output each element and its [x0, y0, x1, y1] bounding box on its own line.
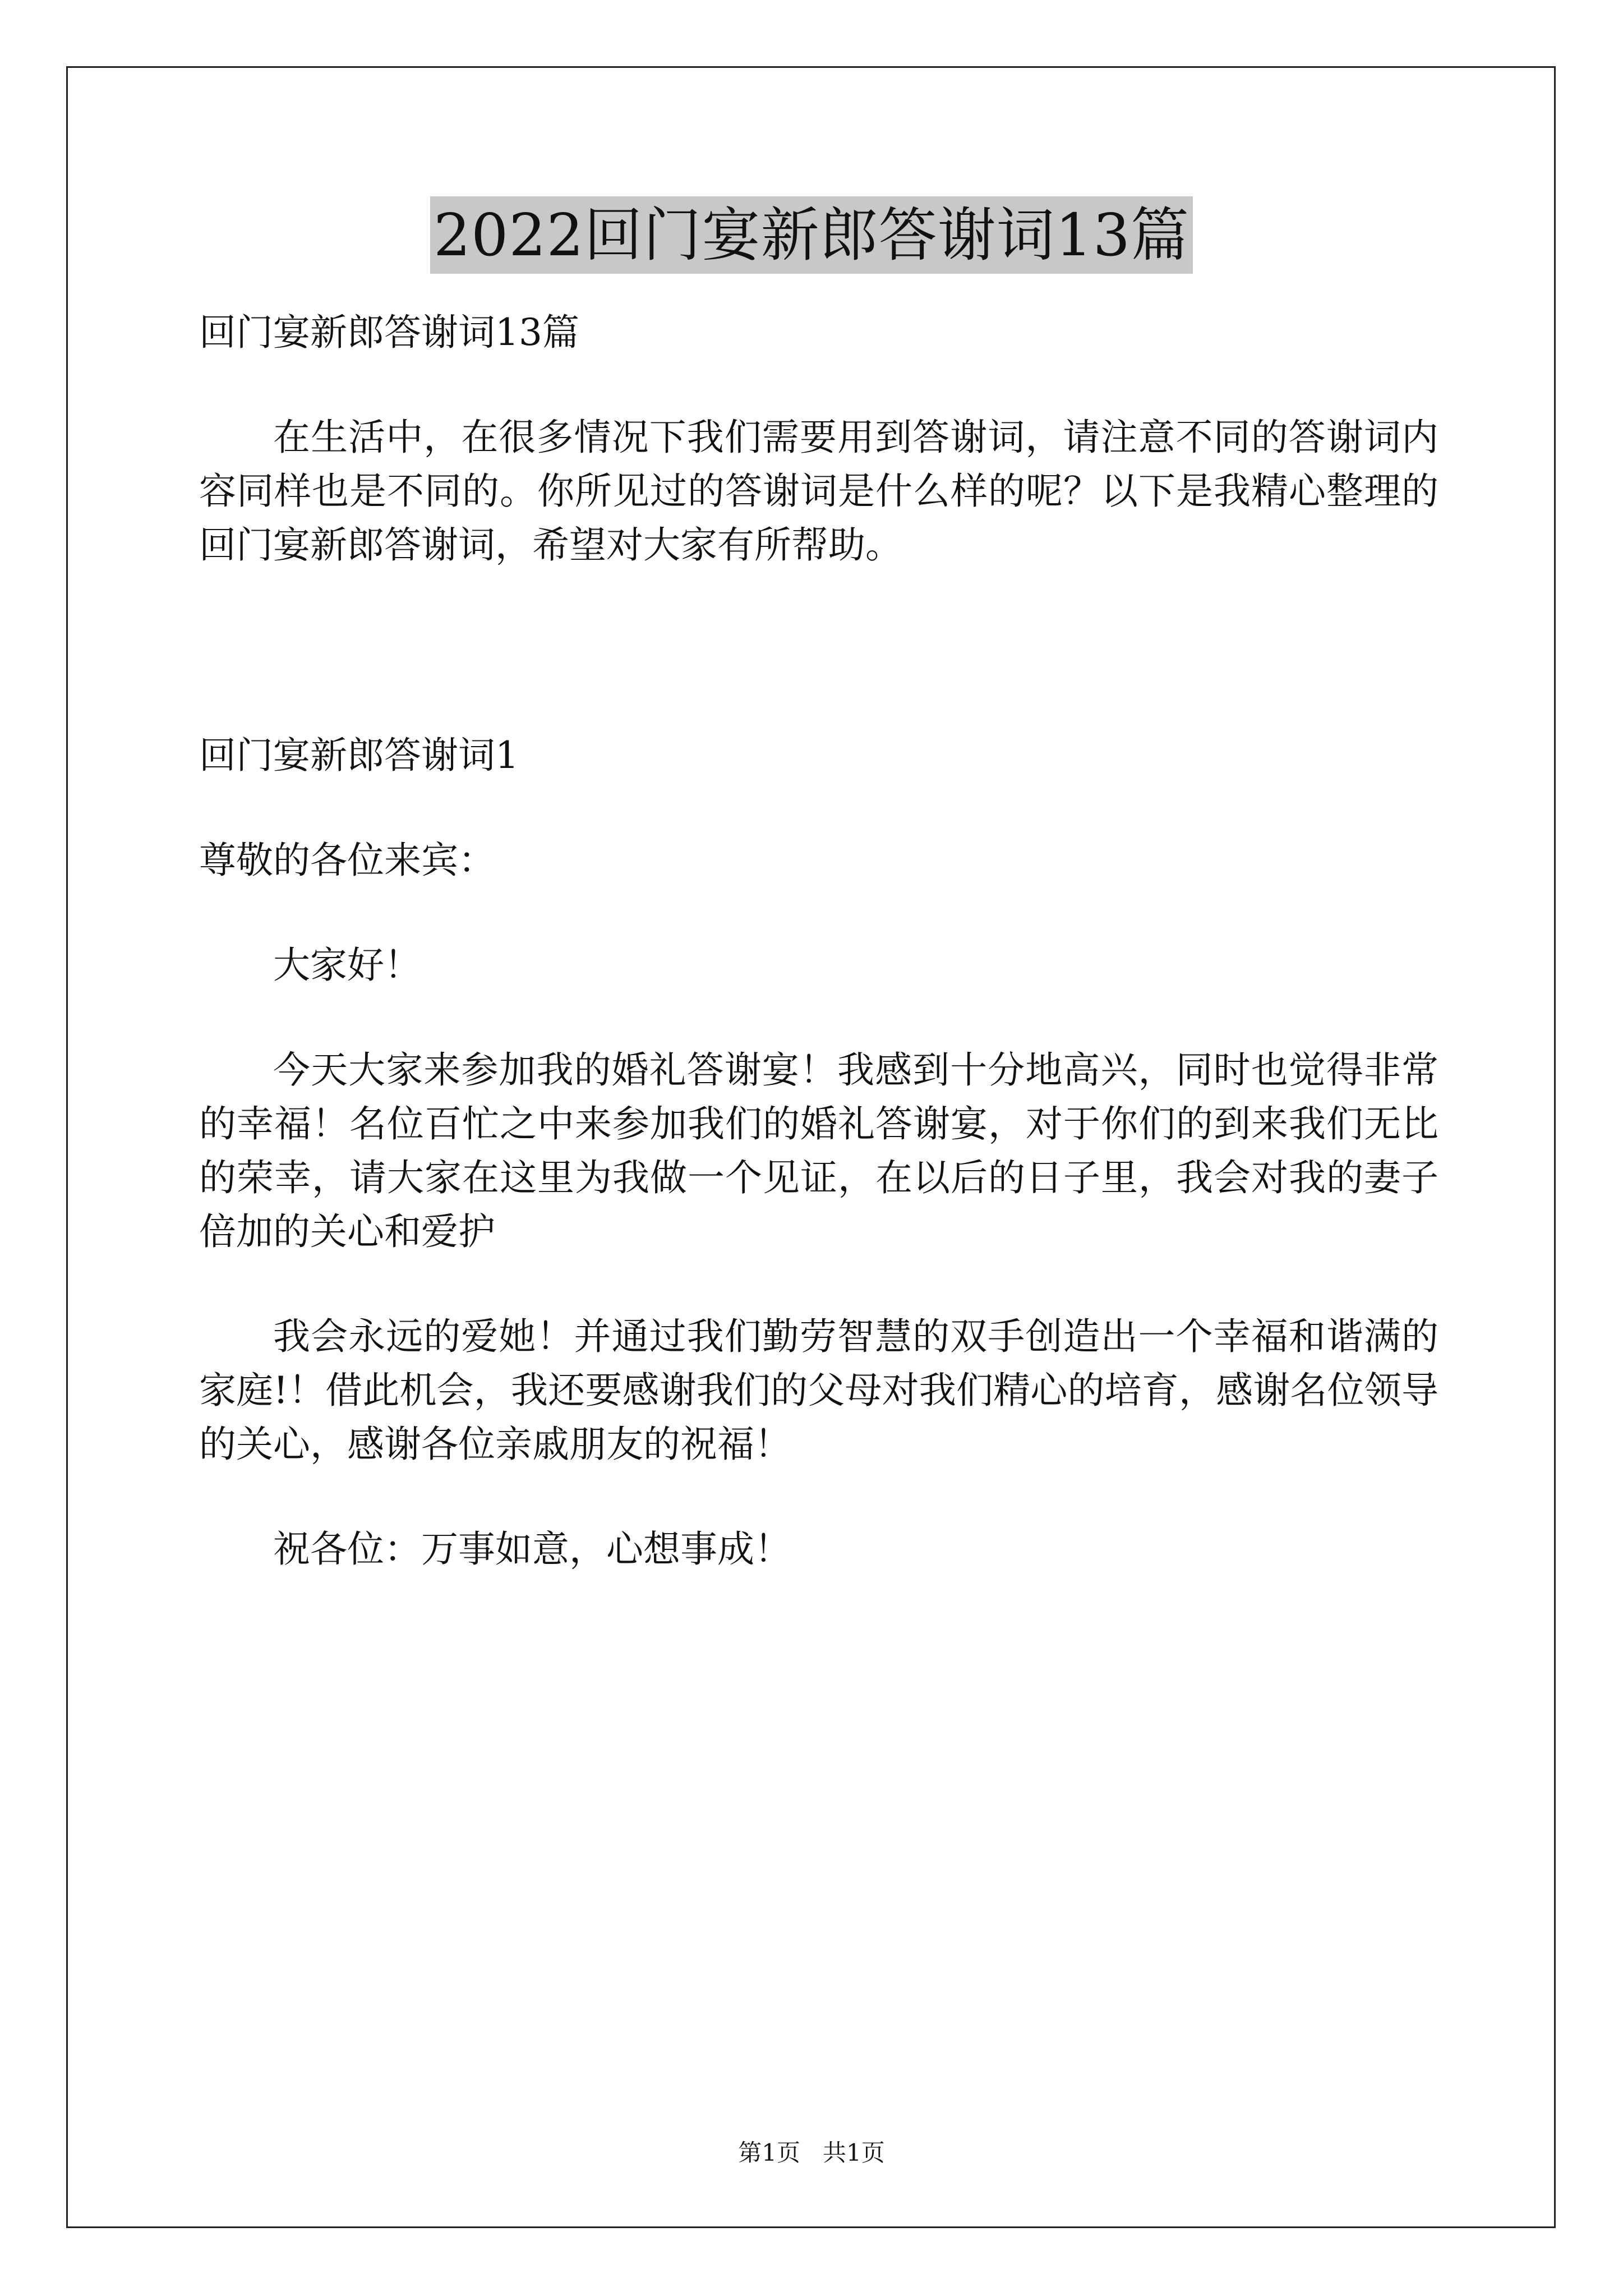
intro-paragraph: 在生活中，在很多情况下我们需要用到答谢词，请注意不同的答谢词内容同样也是不同的。你所见过的答谢词是什么样的呢？以下是我精心整理的回门宴新郎答谢词，希望对大家有所帮助。 — [199, 416, 1438, 567]
closing-paragraph: 祝各位：万事如意，心想事成！ — [273, 1527, 791, 1571]
greeting: 大家好！ — [273, 944, 421, 987]
section-heading: 回门宴新郎答谢词1 — [199, 734, 519, 777]
document-subtitle: 回门宴新郎答谢词13篇 — [199, 311, 579, 354]
title-container — [0, 196, 1623, 274]
body-paragraph: 我会永远的爱她！并通过我们勤劳智慧的双手创造出一个幸福和谐满的家庭!！借此机会，我还要感谢我们的父母对我们精心的培育，感谢名位领导的关心，感谢各位亲戚朋友的祝福！ — [199, 1315, 1438, 1466]
salutation: 尊敬的各位来宾： — [199, 839, 495, 882]
document-title: 2022回门宴新郎答谢词13篇 — [430, 196, 1193, 274]
document-body — [199, 306, 1438, 1576]
page-footer: 第1页 共1页 — [738, 2139, 885, 2166]
body-paragraph: 今天大家来参加我的婚礼答谢宴！我感到十分地高兴，同时也觉得非常的幸福！名位百忙之中来参加我们的婚礼答谢宴，对于你们的到来我们无比的荣幸，请大家在这里为我做一个见证，在以后的日子里，我会对我的妻子倍加的关心和爱护 — [199, 1048, 1438, 1253]
